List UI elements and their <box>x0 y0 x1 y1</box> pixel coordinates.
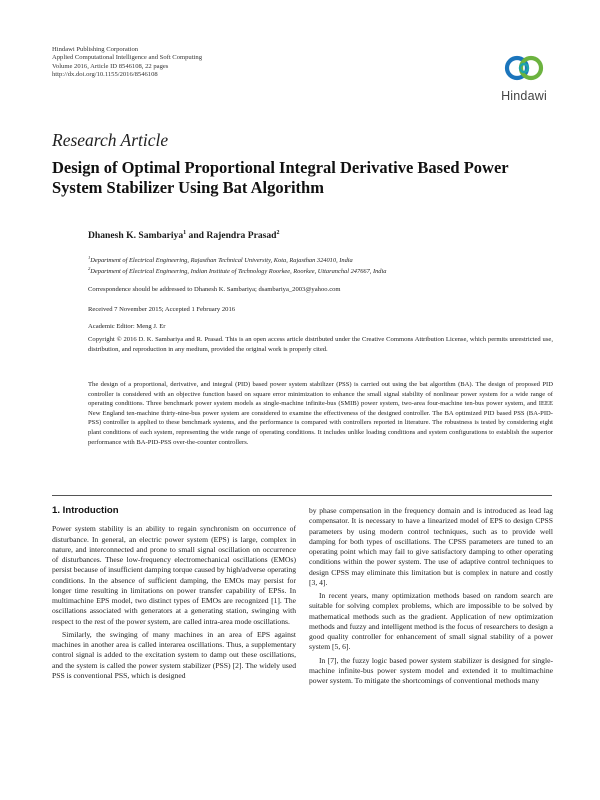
academic-editor: Academic Editor: Meng J. Er <box>88 323 166 330</box>
body-paragraph: by phase compensation in the frequency domain and is introduced as lead lag compensator. It is necessary to have a linearized model of EPS to design CPSS parameters by using modern control techniques, such as to provide well damping for both types of oscillations. The CPSS parameters are tuned to an operating point which may fail to give satisfactory damping to other operating conditions within the power system. The use of adaptive control techniques to design CPSS may eliminate this limitation but is complex in nature and costly [3, 4]. <box>309 506 553 587</box>
affiliation-1-number: 1 <box>88 255 91 260</box>
abstract: The design of a proportional, derivative, and integral (PID) based power system stabilizer (PSS) is carried out using the bat algorithm (BA). The design of proposed PID controller is considered with an objective function based on square error minimization to enhance the small signal stability of nonlinear power system for a wide range of operating conditions. Three benchmark power system models as single-machine infinite-bus (SMIB) power system, two-area four-machine ten-bus power system, and IEEE New England ten-machine thirty-nine-bus power system are considered to examine the effectiveness of the designed controller. The BA optimized PID based PSS (BA-PID-PSS) controller is applied to these benchmark systems, and the performance is compared with controllers reported in literature. The robustness is tested by considering eight plant conditions of each system, representing the wide range of operating conditions. It includes unlike loading conditions and system configurations to establish the superior performance with BA-PID-PSS over-the-counter controllers. <box>88 381 553 446</box>
received-date: Received 7 November 2015; Accepted 1 February 2016 <box>88 306 236 313</box>
affiliation-2-text: Department of Electrical Engineering, Indian Institute of Technology Roorkee, Roorkee, Uttaranchal 247667, India <box>90 268 387 276</box>
affiliation-2-number: 2 <box>88 266 91 271</box>
body-paragraph: Similarly, the swinging of many machines in an area of EPS against machines in another area is called interarea oscillations. Thus, a supplementary control signal is added to the excitation system to damp out these oscillations, and the system is called the power system stabilizer (PSS) [2]. The widely used PSS is conventional PSS, which is designed <box>52 629 296 680</box>
correspondence: Correspondence should be addressed to Dhanesh K. Sambariya; dsambariya_2003@yahoo.com <box>88 286 341 293</box>
copyright-notice: Copyright © 2016 D. K. Sambariya and R. Prasad. This is an open access article distributed under the Creative Commons Attribution License, which permits unrestricted use, distribution, and reproduction in any medium, provided the original work is properly cited. <box>88 336 553 353</box>
author-list <box>88 230 280 241</box>
author-2-affiliation: 2 <box>276 230 280 236</box>
author-2-name: Rajendra Prasad <box>206 230 277 242</box>
publisher-name: Hindawi Publishing Corporation <box>52 46 139 53</box>
left-column <box>52 506 296 681</box>
hindawi-logo-text: Hindawi <box>501 89 547 103</box>
section-divider <box>52 495 552 496</box>
affiliation-1 <box>88 255 353 264</box>
body-paragraph: Power system stability is an ability to regain synchronism on occurrence of disturbance. In general, an electric power system (EPS) is large, complex in nature, and interconnected and prone to small signal oscillation on occurrence of disturbances. These low-frequency electromechanical oscillations (EMOs) persist because of insufficient damping torque caused by high/adverse operating conditions. In the absence of sufficient damping, the EMOs may persist for longer time resulting in limitations on power transfer capability of EPSs. In multimachine EPS model, two distinct types of EMOs are recognized [1]. The oscillations associated with generators at a generating station, swinging with respect to the rest of the power system, are called intra-area mode oscillations. <box>52 524 296 626</box>
section-heading: 1. Introduction <box>52 505 119 516</box>
title-line-1: Design of Optimal Proportional Integral Derivative Based Power <box>52 158 509 177</box>
author-conjunction: and <box>186 230 207 242</box>
body-paragraph: In recent years, many optimization methods based on random search are suitable for solving complex problems, which are impossible to be solved by mathematical methods such as the gradient. Application of new optimization methods and fuzzy and intelligent method is the focus of researchers to design a good quality controller for enhancement of small signal stability of a power system [5, 6]. <box>309 591 553 652</box>
body-paragraph: In [7], the fuzzy logic based power system stabilizer is designed for single-machine infinite-bus power system model and extended it to multimachine power system. To mitigate the shortcomings of conventional methods many <box>309 655 553 685</box>
volume-info: Volume 2016, Article ID 8546108, 22 pages <box>52 62 169 70</box>
right-column <box>309 506 553 686</box>
journal-header <box>52 46 202 80</box>
article-title <box>52 158 572 198</box>
affiliation-1-text: Department of Electrical Engineering, Rajasthan Technical University, Kota, Rajasthan 324010, India <box>90 257 353 265</box>
title-line-2: System Stabilizer Using Bat Algorithm <box>52 178 324 197</box>
author-1-affiliation: 1 <box>183 230 187 236</box>
journal-name: Applied Computational Intelligence and Soft Computing <box>52 54 202 62</box>
author-1-name: Dhanesh K. Sambariya <box>88 230 184 242</box>
article-type: Research Article <box>52 130 169 150</box>
doi-link[interactable]: http://dx.doi.org/10.1155/2016/8546108 <box>52 71 158 79</box>
affiliation-2 <box>88 266 386 275</box>
